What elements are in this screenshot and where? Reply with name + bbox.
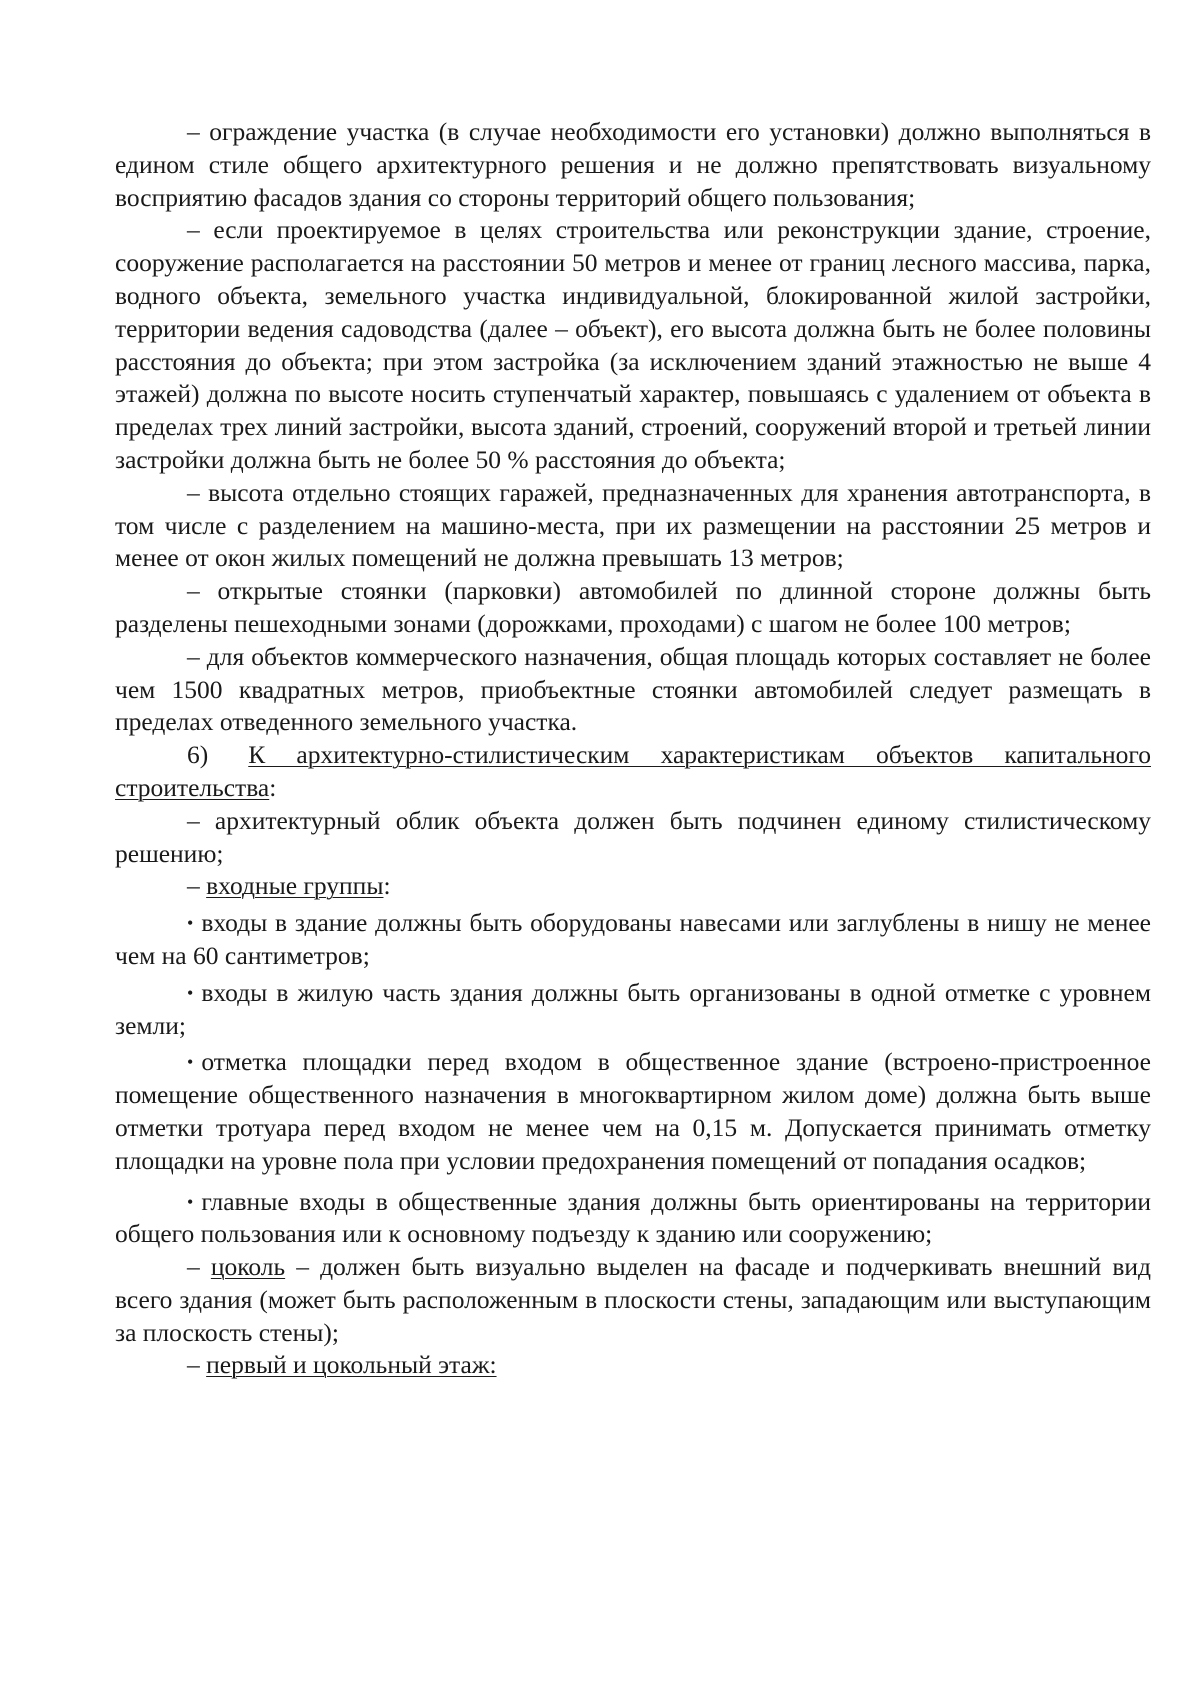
bullet-text: главные входы в общественные здания должны быть ориентированы на территории общего пользования или к основному подъезду к зданию или сооружению; (115, 1186, 1151, 1249)
paragraph-garages: – высота отдельно стоящих гаражей, предназначенных для хранения автотранспорта, в том числе с разделением на машино-места, при их размещении на расстоянии 25 метров и менее от окон жилых помещений не должна превышать 13 метров; (115, 477, 1151, 573)
paragraph-parking: – открытые стоянки (парковки) автомобилей по длинной стороне должны быть разделены пешеходными зонами (дорожками, проходами) с шагом не более 100 метров; (115, 576, 1151, 638)
bullet-item (115, 977, 1151, 1043)
floors-title: первый и цокольный этаж: (206, 1350, 497, 1380)
entrance-dash: – (187, 871, 207, 901)
bullet-item (115, 1186, 1151, 1252)
paragraph-plinth (115, 1251, 1151, 1349)
document-body (115, 116, 1151, 1382)
section-title: К архитектурно-стилистическим характеристикам объектов капитального строительства (115, 740, 1151, 802)
section-number: 6) (187, 740, 209, 770)
bullet-item (115, 1046, 1151, 1177)
entrance-title: входные группы (206, 871, 384, 901)
floors-dash: – (187, 1350, 207, 1380)
bullet-text: входы в жилую часть здания должны быть организованы в одной отметке с уровнем земли; (115, 977, 1151, 1040)
bullet-icon: • (187, 1191, 194, 1212)
paragraph-height-limit: – если проектируемое в целях строительства или реконструкции здание, строение, сооружение располагается на расстоянии 50 метров и менее от границ лесного массива, парка, водного объекта, земельного участка индивидуальной, блокированной жилой застройки, территории ведения садоводства (далее – объект), его высота должна быть не более половины расстояния до объекта; при этом застройка (за исключением зданий этажностью не выше 4 этажей) должна по высоте носить ступенчатый характер, повышаясь с удалением от объекта в пределах трех линий застройки, высота зданий, строений, сооружений второй и третьей линии застройки должна быть не более 50 % расстояния до объекта; (115, 215, 1151, 474)
paragraph-fence: – ограждение участка (в случае необходимости его установки) должно выполняться в едином стиле общего архитектурного решения и не должно препятствовать визуальному восприятию фасадов здания со стороны территорий общего пользования; (115, 117, 1151, 212)
floors-heading (115, 1349, 1151, 1382)
plinth-text: – должен быть визуально выделен на фасаде и подчеркивать внешний вид всего здания (может быть расположенным в плоскости стены, западающим или выступающим за плоскость стены); (115, 1252, 1151, 1347)
paragraph-architecture: – архитектурный облик объекта должен быть подчинен единому стилистическому решению; (115, 805, 1151, 868)
plinth-title: цоколь (210, 1252, 286, 1282)
paragraph-commercial: – для объектов коммерческого назначения, общая площадь которых составляет не более чем 1500 квадратных метров, приобъектные стоянки автомобилей следует размещать в пределах отведенного земельного участка. (115, 641, 1151, 737)
section-6-heading (115, 739, 1151, 805)
bullet-icon: • (187, 1052, 194, 1073)
bullet-icon: • (187, 913, 194, 934)
entrance-heading (115, 870, 1151, 903)
bullet-text: отметка площадки перед входом в общественное здание (встроено-пристроенное помещение общественного назначения в многоквартирном жилом доме) должна быть выше отметки тротуара перед входом не менее чем на 0,15 м. Допускается принимать отметку площадки на уровне пола при условии предохранения помещений от попадания осадков; (115, 1047, 1151, 1175)
bullet-icon: • (187, 982, 194, 1003)
bullet-text: входы в здание должны быть оборудованы навесами или заглублены в нишу не менее чем на 60 сантиметров; (115, 908, 1151, 970)
entrance-colon: : (383, 871, 391, 901)
section-colon: : (269, 772, 277, 802)
plinth-dash: – (187, 1252, 211, 1282)
bullet-item (115, 907, 1151, 973)
